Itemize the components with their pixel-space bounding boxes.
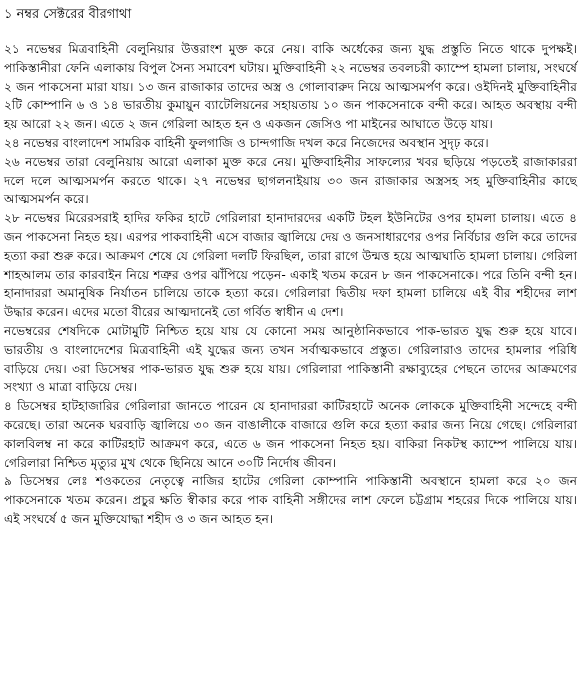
paragraph-1: ২১ নভেম্বর মিত্রবাহিনী বেলুনিয়ার উত্তরাংশ মুক্ত করে নেয়। বাকি অর্ধেকের জন্য যুদ্ধ প্রস্তুতি নিতে থাকে দুপক্ষই। পাকিস্তানীরা ফেনি এলাকায় বিপুল সৈন্য সমাবেশ ঘটায়। মুক্তিবাহিনী ২২ নভেম্বর তবলচরী ক্যাম্পে হামলা চালায়, সংঘর্ষে ২ জন পাকসেনা মারা যায়। ১৩ জন রাজাকার তাদের অস্ত্র ও গোলাবারুদ নিয়ে আত্মসমর্পণ করে। ওইদিনই মুক্তিবাহিনীর ২টি কোম্পানি ৬ ও ১৪ ভারতীয় কুমায়ুন ব্যাটেলিয়নের সহায়তায় ১০ জন পাকসেনাকে বন্দী করে। আহত অবস্থায় বন্দী হয় আরো ২২ জন। এতে ২ জন গেরিলা আহত হন ও একজন জেসিও পা মাইনের আঘাতে উড়ে যায়।	[4, 42, 577, 132]
paragraph-2: ২৪ নভেম্বর বাংলাদেশ সামরিক বাহিনী ফুলগাজি ও চান্দগাজি দখল করে নিজেদের অবস্থান সুদৃঢ় করে।	[4, 135, 489, 150]
paragraph-3: ২৬ নভেম্বর তারা বেলুনিয়ায় আরো এলাকা মুক্ত করে নেয়। মুক্তিবাহিনীর সাফল্যের খবর ছড়িয়ে পড়তেই রাজাকাররা দলে দলে আত্মসমর্পন করতে থাকে। ২৭ নভেম্বর ছাগলনাইয়ায় ৩০ জন রাজাকার অস্ত্রসহ সহ মুক্তিবাহিনীর কাছে আত্মসমর্পন করে।	[4, 154, 577, 207]
paragraph-5: নভেম্বরের শেষদিকে মোটামুটি নিশ্চিত হয়ে যায় যে কোনো সময় আনুষ্ঠানিকভাবে পাক-ভারত যুদ্ধ শুরু হয়ে যাবে। ভারতীয় ও বাংলাদেশের মিত্রবাহিনী এই যুদ্ধের জন্য তখন সর্বাত্মকভাবে প্রস্তুত। গেরিলারাও তাদের হামলার পরিধি বাড়িয়ে দেয়। ৩রা ডিসেম্বর পাক-ভারত যুদ্ধ শুরু হয়ে যায়। গেরিলারা পাকিস্তানী রক্ষাব্যুহের পেছনে তাদের আক্রমণের সংখ্যা ও মাত্রা বাড়িয়ে দেয়।	[4, 323, 577, 395]
paragraph-7: ৯ ডিসেম্বর লেঃ শওকতের নেতৃত্বে নাজির হাটের গেরিলা কোম্পানি পাকিস্তানী অবস্থানে হামলা করে ২০ জন পাকসেনাকে খতম করেন। প্রচুর ক্ষতি স্বীকার করে পাক বাহিনী সঙ্গীদের লাশ ফেলে চট্টগ্রাম শহরের দিকে পালিয়ে যায়। এই সংঘর্ষে ৫ জন মুক্তিযোদ্ধা শহীদ ও ৩ জন আহত হন।	[4, 474, 577, 526]
paragraph-6: ৪ ডিসেম্বর হাটহাজারির গেরিলারা জানতে পারেন যে হানাদাররা কাটিরহাটে অনেক লোককে মুক্তিবাহিনী সন্দেহে বন্দী করেছে। তারা অনেক ঘরবাড়ি জ্বালিয়ে ৩০ জন বাঙালীকে বাজারে গুলি করে হত্যা করার জন্য নিয়ে গেছে। গেরিলারা কালবিলম্ব না করে কাটিরহাট আক্রমণ করে, এতে ৬ জন পাকসেনা নিহত হয়। বাকিরা নিকটস্থ ক্যাম্পে পালিয়ে যায়। গেরিলারা নিশ্চিত মৃত্যুর মুখ থেকে ছিনিয়ে আনে ৩০টি নির্দোষ জীবন।	[4, 399, 577, 470]
paragraph-4: ২৮ নভেম্বর মিরেরসরাই হাদির ফকির হাটে গেরিলারা হানাদারদের একটি টহল ইউনিটের ওপর হামলা চালায়। এতে ৪ জন পাকসেনা নিহত হয়। এরপর পাকবাহিনী এসে বাজার জ্বালিয়ে দেয় ও জনসাধারণের ওপর নির্বিচার গুলি করে তাদের হত্যা করা শুরু করে। আক্রমণ শেষে যে গেরিলা দলটি ফিরছিল, তারা রাগে উন্মত্ত হয়ে আত্মঘাতি হামলা চালায়। গেরিলা শাহআলম তার কারবাইন নিয়ে শত্রুর ওপর ঝাঁপিয়ে পড়েন- একাই খতম করেন ৮ জন পাকসেনাকে। পরে তিনি বন্দী হন। হানাদাররা অমানুষিক নির্যাতন চালিয়ে তাকে হত্যা করে। গেরিলারা দ্বিতীয় দফা হামলা চালিয়ে এই বীর শহীদের লাশ উদ্ধার করেন। এদের মতো বীরের আত্মদানেই তো গর্বিত স্বাধীন এ দেশ।	[4, 211, 577, 320]
section-title: ১ নম্বর সেক্টরের বীরগাথা	[4, 7, 132, 22]
